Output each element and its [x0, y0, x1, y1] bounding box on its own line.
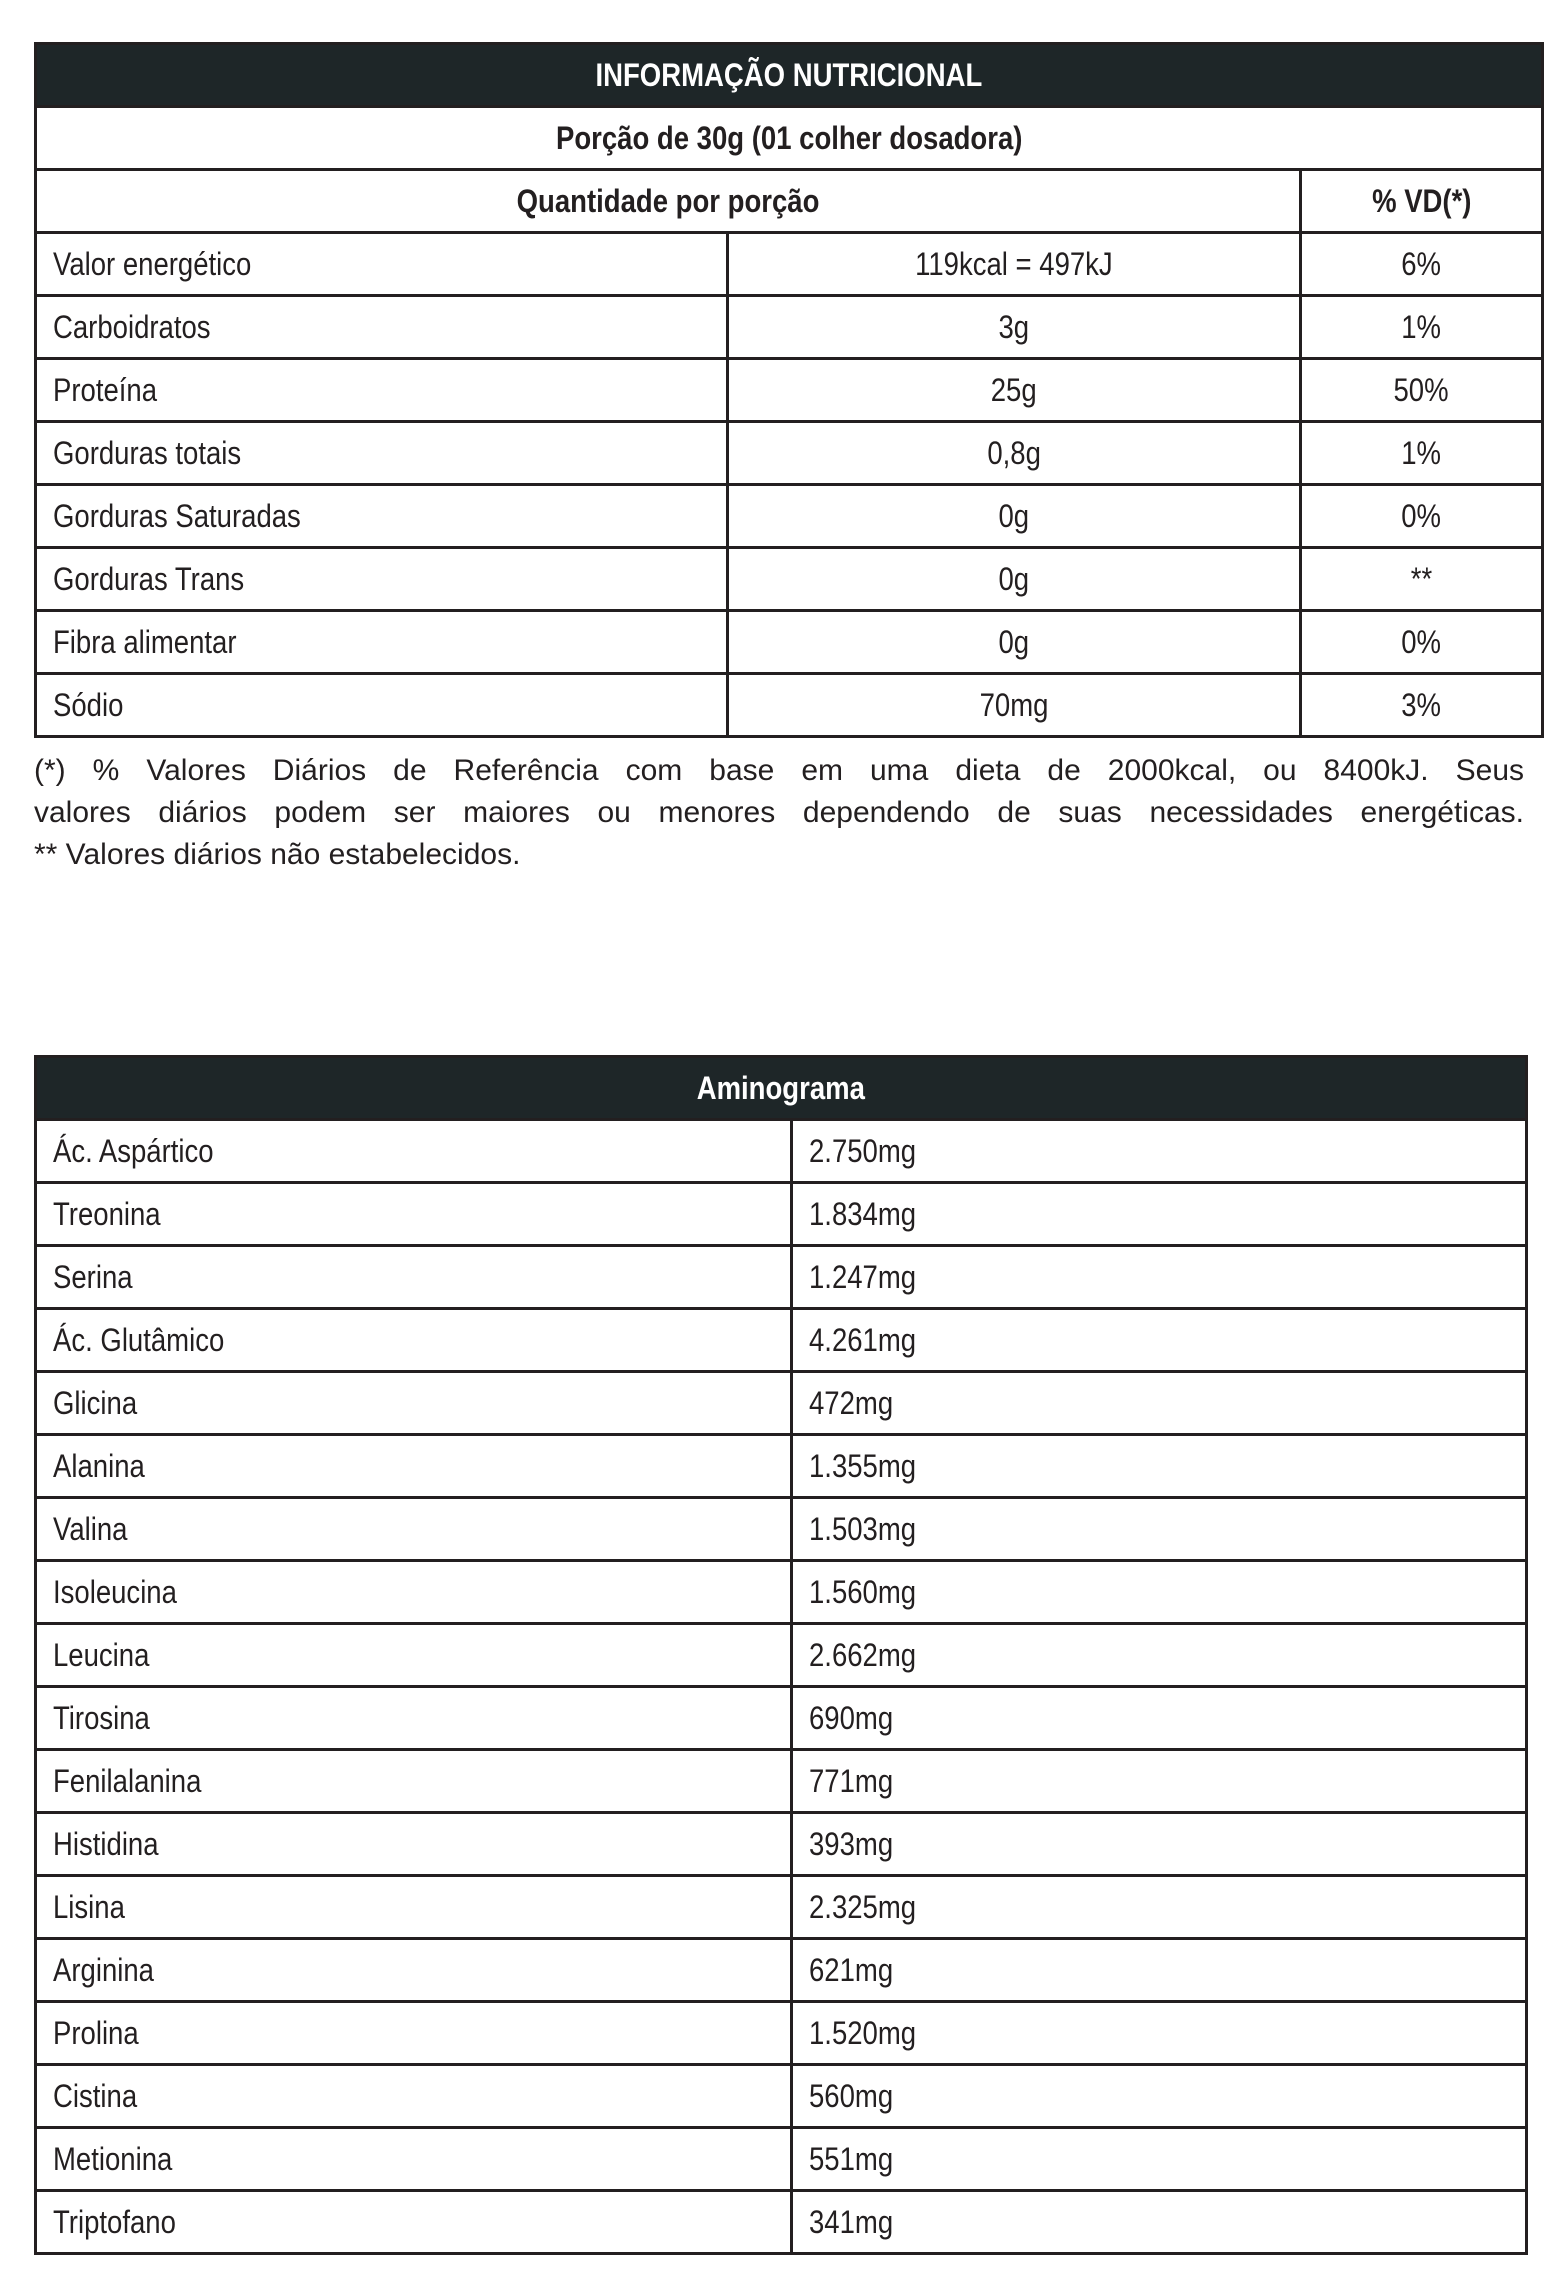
amino-name-cell: [36, 1246, 792, 1309]
amino-value-cell: [792, 2002, 1527, 2065]
amino-value: 1.520mg: [809, 2014, 917, 2051]
amino-name-cell: [36, 1750, 792, 1813]
amino-row: [36, 2002, 1527, 2065]
nutrient-row: [36, 674, 1543, 737]
amino-row: [36, 2191, 1527, 2254]
amino-name-cell: [36, 1939, 792, 2002]
nutrient-name: Gorduras Saturadas: [53, 497, 301, 534]
amino-value-cell: [792, 1876, 1527, 1939]
nutrient-amount: 25g: [991, 371, 1037, 408]
amino-name-cell: [36, 1120, 792, 1183]
nutrient-amount: 0,8g: [987, 434, 1041, 471]
nutrient-amount-cell: [728, 422, 1301, 485]
aminogram-title: Aminograma: [696, 1069, 866, 1106]
nutrient-vd: 6%: [1401, 245, 1442, 282]
nutrition-footnote: [34, 750, 1524, 876]
amino-value-cell: [792, 1813, 1527, 1876]
nutrient-amount: 0g: [998, 497, 1030, 534]
amino-row: [36, 1246, 1527, 1309]
amino-name-cell: [36, 1372, 792, 1435]
nutrient-vd-cell: [1301, 359, 1543, 422]
nutrient-name: Carboidratos: [53, 308, 211, 345]
nutrient-name-cell: [36, 548, 728, 611]
amino-value: 4.261mg: [809, 1321, 917, 1358]
nutrient-vd: 0%: [1401, 497, 1442, 534]
amino-name-cell: [36, 2002, 792, 2065]
nutrient-name-cell: [36, 611, 728, 674]
amino-row: [36, 2128, 1527, 2191]
amino-value: 771mg: [809, 1762, 894, 1799]
amino-value-cell: [792, 1435, 1527, 1498]
nutrient-amount: 3g: [998, 308, 1030, 345]
amino-value: 551mg: [809, 2140, 894, 2177]
nutrition-rows: [36, 233, 1543, 737]
nutrient-vd: 3%: [1401, 686, 1442, 723]
amino-name-cell: [36, 1498, 792, 1561]
amino-name-cell: [36, 2065, 792, 2128]
nutrient-amount: 70mg: [979, 686, 1049, 723]
nutrient-vd-cell: [1301, 296, 1543, 359]
amino-name: Glicina: [53, 1384, 138, 1421]
aminogram-table: [34, 1055, 1528, 2255]
amino-name-cell: [36, 1624, 792, 1687]
amino-value: 621mg: [809, 1951, 894, 1988]
amino-value-cell: [792, 1687, 1527, 1750]
amino-value-cell: [792, 2191, 1527, 2254]
amino-value-cell: [792, 1372, 1527, 1435]
nutrient-amount-cell: [728, 548, 1301, 611]
amino-name: Fenilalanina: [53, 1762, 202, 1799]
amino-row: [36, 1750, 1527, 1813]
amino-name-cell: [36, 1183, 792, 1246]
amino-row: [36, 1561, 1527, 1624]
amino-row: [36, 1309, 1527, 1372]
nutrient-vd: 1%: [1401, 434, 1442, 471]
nutrient-amount-cell: [728, 674, 1301, 737]
nutrient-row: [36, 485, 1543, 548]
amino-row: [36, 1435, 1527, 1498]
nutrient-vd-cell: [1301, 422, 1543, 485]
nutrient-row: [36, 233, 1543, 296]
amino-name: Serina: [53, 1258, 133, 1295]
amino-value-cell: [792, 1561, 1527, 1624]
aminogram-title-cell: [36, 1057, 1527, 1120]
nutrient-name-cell: [36, 674, 728, 737]
nutrient-amount-cell: [728, 611, 1301, 674]
footnote-line-1: (*) % Valores Diários de Referência com base em uma dieta de 2000kcal, ou 8400kJ. Seus: [34, 754, 1524, 787]
amino-value: 472mg: [809, 1384, 894, 1421]
amino-row: [36, 1876, 1527, 1939]
amino-name-cell: [36, 1435, 792, 1498]
amino-value: 393mg: [809, 1825, 894, 1862]
nutrient-name: Gorduras totais: [53, 434, 242, 471]
amino-value: 2.750mg: [809, 1132, 917, 1169]
amino-value: 560mg: [809, 2077, 894, 2114]
nutrient-name-cell: [36, 485, 728, 548]
amino-name-cell: [36, 2191, 792, 2254]
amino-row: [36, 1813, 1527, 1876]
nutrient-vd-cell: [1301, 485, 1543, 548]
amino-value: 2.662mg: [809, 1636, 917, 1673]
amino-value: 1.503mg: [809, 1510, 917, 1547]
nutrient-amount-cell: [728, 485, 1301, 548]
nutrient-vd-cell: [1301, 548, 1543, 611]
nutrient-name: Fibra alimentar: [53, 623, 237, 660]
nutrient-vd: 50%: [1393, 371, 1450, 408]
amino-name-cell: [36, 2128, 792, 2191]
amino-name: Valina: [53, 1510, 128, 1547]
nutrient-vd-cell: [1301, 233, 1543, 296]
nutrient-vd: 0%: [1401, 623, 1442, 660]
aminogram-rows: [36, 1120, 1527, 2254]
amino-name-cell: [36, 1813, 792, 1876]
amino-name: Prolina: [53, 2014, 139, 2051]
amino-name-cell: [36, 1876, 792, 1939]
amino-name: Arginina: [53, 1951, 154, 1988]
amino-name: Triptofano: [53, 2203, 176, 2240]
nutrition-title: INFORMAÇÃO NUTRICIONAL: [595, 56, 983, 93]
amino-name: Alanina: [53, 1447, 145, 1484]
nutrient-vd-cell: [1301, 611, 1543, 674]
amino-value-cell: [792, 1939, 1527, 2002]
amino-value-cell: [792, 1183, 1527, 1246]
amino-row: [36, 1183, 1527, 1246]
serving-size: Porção de 30g (01 colher dosadora): [555, 119, 1023, 156]
amino-row: [36, 1498, 1527, 1561]
vd-header-cell: [1301, 170, 1543, 233]
nutrient-row: [36, 296, 1543, 359]
footnote-line-2: valores diários podem ser maiores ou menores dependendo de suas necessidades energéticas.: [34, 796, 1524, 829]
amino-value: 690mg: [809, 1699, 894, 1736]
amino-value: 2.325mg: [809, 1888, 917, 1925]
amino-name: Cistina: [53, 2077, 138, 2114]
vd-header: % VD(*): [1371, 182, 1472, 219]
nutrient-row: [36, 548, 1543, 611]
nutrient-name-cell: [36, 296, 728, 359]
nutrient-name-cell: [36, 233, 728, 296]
amino-value: 1.560mg: [809, 1573, 917, 1610]
nutrition-facts-table: [34, 42, 1544, 738]
amino-value-cell: [792, 1750, 1527, 1813]
amino-value-cell: [792, 1120, 1527, 1183]
serving-cell: [36, 107, 1543, 170]
amount-header-cell: [36, 170, 1301, 233]
amino-name: Ác. Aspártico: [53, 1132, 214, 1169]
amino-value: 1.834mg: [809, 1195, 917, 1232]
nutrient-row: [36, 359, 1543, 422]
amino-row: [36, 2065, 1527, 2128]
amino-value-cell: [792, 1309, 1527, 1372]
nutrient-vd: 1%: [1401, 308, 1442, 345]
amino-row: [36, 1687, 1527, 1750]
nutrient-amount: 0g: [998, 623, 1030, 660]
amino-name: Metionina: [53, 2140, 173, 2177]
nutrient-name: Valor energético: [53, 245, 252, 282]
amino-name-cell: [36, 1561, 792, 1624]
nutrient-row: [36, 422, 1543, 485]
amino-value: 1.355mg: [809, 1447, 917, 1484]
nutrient-amount-cell: [728, 296, 1301, 359]
nutrient-name: Gorduras Trans: [53, 560, 245, 597]
amino-value-cell: [792, 1624, 1527, 1687]
amino-name: Treonina: [53, 1195, 161, 1232]
nutrient-name-cell: [36, 359, 728, 422]
amino-value-cell: [792, 2128, 1527, 2191]
nutrient-amount: 119kcal = 497kJ: [915, 245, 1113, 282]
nutrient-vd-cell: [1301, 674, 1543, 737]
amino-value-cell: [792, 2065, 1527, 2128]
nutrient-vd: **: [1410, 560, 1433, 597]
amino-name: Ác. Glutâmico: [53, 1321, 225, 1358]
amino-name-cell: [36, 1309, 792, 1372]
nutrient-amount: 0g: [998, 560, 1030, 597]
nutrient-name-cell: [36, 422, 728, 485]
amino-value-cell: [792, 1498, 1527, 1561]
amino-row: [36, 1120, 1527, 1183]
amino-value-cell: [792, 1246, 1527, 1309]
amino-name: Tirosina: [53, 1699, 150, 1736]
nutrient-name: Proteína: [53, 371, 158, 408]
amino-name-cell: [36, 1687, 792, 1750]
nutrition-title-cell: [36, 44, 1543, 107]
amino-name: Histidina: [53, 1825, 159, 1862]
amino-name: Isoleucina: [53, 1573, 177, 1610]
amino-row: [36, 1372, 1527, 1435]
amino-row: [36, 1939, 1527, 2002]
nutrient-row: [36, 611, 1543, 674]
footnote-line-3: ** Valores diários não estabelecidos.: [34, 838, 521, 871]
nutrient-amount-cell: [728, 359, 1301, 422]
amount-header: Quantidade por porção: [516, 182, 820, 219]
amino-name: Lisina: [53, 1888, 125, 1925]
amino-row: [36, 1624, 1527, 1687]
amino-value: 341mg: [809, 2203, 894, 2240]
nutrient-amount-cell: [728, 233, 1301, 296]
amino-name: Leucina: [53, 1636, 150, 1673]
amino-value: 1.247mg: [809, 1258, 917, 1295]
nutrient-name: Sódio: [53, 686, 124, 723]
